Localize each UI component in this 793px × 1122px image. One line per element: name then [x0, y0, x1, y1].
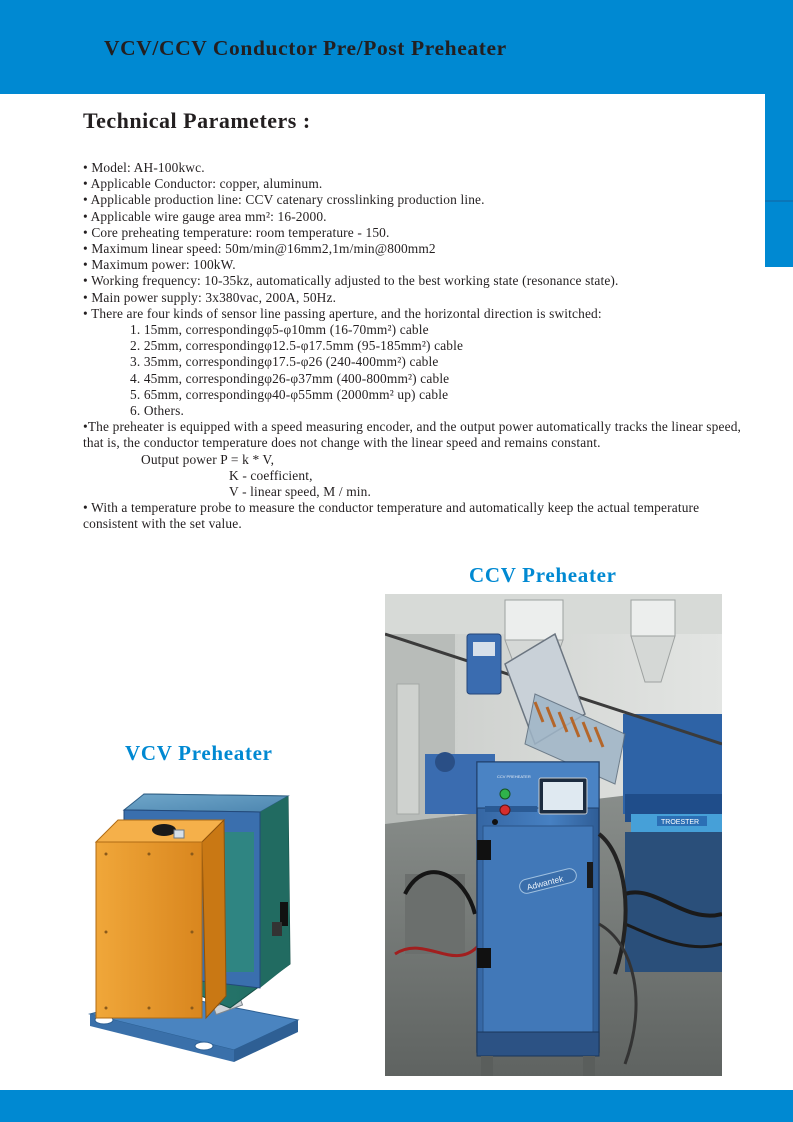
- aperture-item: 2. 25mm, correspondingφ12.5-φ17.5mm (95-185mm²) cable: [130, 338, 464, 354]
- rail-label: [657, 816, 707, 826]
- param-line: • There are four kinds of sensor line passing aperture, and the horizontal direction is switched:: [83, 305, 602, 321]
- ccv-preheater-title: CCV Preheater: [469, 563, 617, 587]
- param-line: • Maximum linear speed: 50m/min@16mm2,1m/min@800mm2: [83, 241, 436, 257]
- svg-text:CCV PREHEATER: CCV PREHEATER: [497, 774, 531, 779]
- ccv-preheater-photo: [385, 594, 722, 1076]
- aperture-item: 1. 15mm, correspondingφ5-φ10mm (16-70mm²) cable: [130, 322, 429, 338]
- rail-text: TROESTER: [661, 819, 700, 826]
- formula-k: K - coefficient,: [229, 467, 313, 483]
- technical-parameters: [83, 160, 745, 533]
- aperture-item: 3. 35mm, correspondingφ17.5-φ26 (240-400mm²) cable: [130, 354, 439, 370]
- vcv-preheater-title: VCV Preheater: [125, 741, 273, 765]
- aperture-item: 6. Others.: [130, 403, 184, 419]
- param-line: • Applicable wire gauge area mm²: 16-2000.: [83, 208, 327, 224]
- param-line: • Maximum power: 100kW.: [83, 257, 236, 273]
- param-line: • Main power supply: 3x380vac, 200A, 50Hz.: [83, 289, 337, 305]
- probe-note: • With a temperature probe to measure the conductor temperature and automatically keep the actual temperature consistent with the set value.: [83, 500, 700, 532]
- param-line: • Model: AH-100kwc.: [83, 160, 205, 175]
- section-title: Technical Parameters :: [83, 108, 311, 133]
- side-tab: [765, 94, 793, 267]
- formula-v: V - linear speed, M / min.: [229, 484, 371, 500]
- page-title: VCV/CCV Conductor Pre/Post Preheater: [104, 36, 507, 60]
- ccv-machine-illustration: [385, 594, 722, 1076]
- encoder-note: •The preheater is equipped with a speed measuring encoder, and the output power automatically tracks the linear speed, that is, the conductor temperature does not change with the linear speed and remains constant.: [83, 419, 742, 451]
- param-line: • Applicable Conductor: copper, aluminum.: [83, 176, 323, 192]
- formula-main: Output power P = k * V,: [141, 451, 275, 467]
- param-line: • Working frequency: 10-35kz, automatically adjusted to the best working state (resonance state).: [83, 273, 619, 289]
- side-tab-divider: [765, 200, 793, 202]
- vcv-machine-illustration: [84, 782, 300, 1070]
- footer-band: [0, 1090, 793, 1122]
- vcv-preheater-photo: [84, 782, 300, 1070]
- aperture-item: 5. 65mm, correspondingφ40-φ55mm (2000mm² up) cable: [130, 386, 449, 402]
- brand-text: Adwantek: [525, 873, 565, 893]
- param-line: • Applicable production line: CCV catenary crosslinking production line.: [83, 192, 485, 208]
- aperture-item: 4. 45mm, correspondingφ26-φ37mm (400-800mm²) cable: [130, 370, 450, 386]
- param-line: • Core preheating temperature: room temperature - 150.: [83, 224, 390, 240]
